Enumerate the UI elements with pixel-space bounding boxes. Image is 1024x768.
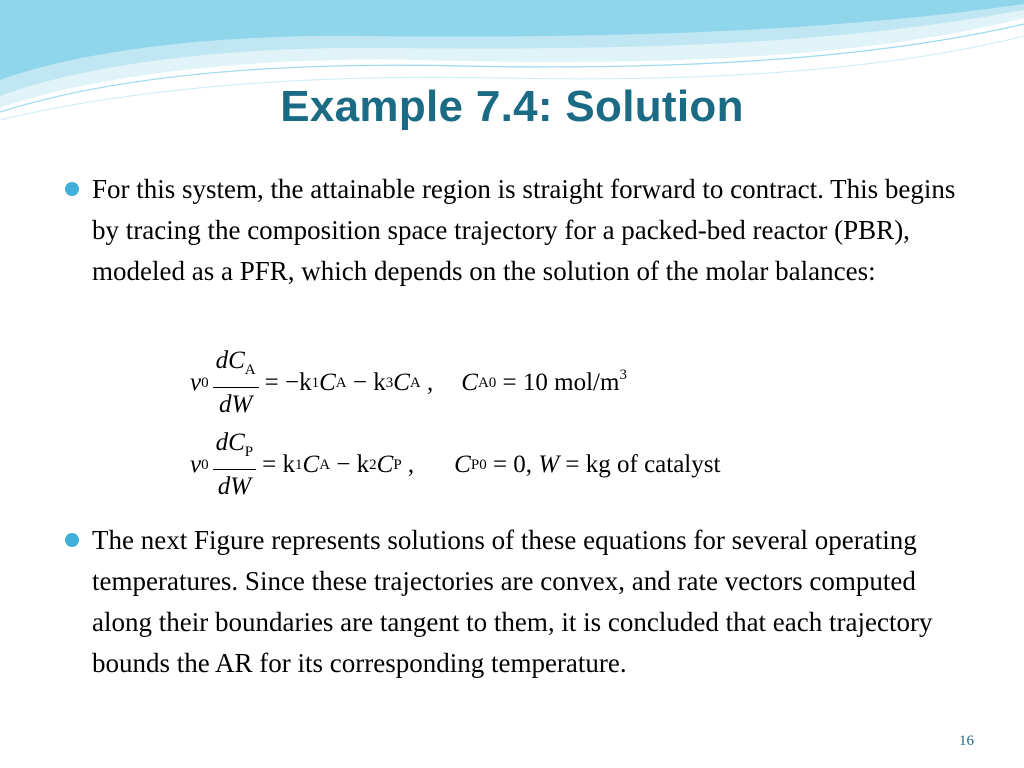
eq2-rhs-c: − k bbox=[330, 451, 370, 478]
paragraph-1-text: For this system, the attainable region is straight forward to contract. This begins by tracing the composition space trajectory for a packed-bed reactor (PBR), modeled as a PFR, which depends on the solution of the molar balances: bbox=[92, 174, 956, 286]
page-number: 16 bbox=[959, 733, 974, 749]
eq1-denominator: dW bbox=[218, 391, 253, 418]
eq2-cond-tail: = kg of catalyst bbox=[559, 451, 721, 478]
eq2-rhs-d: C bbox=[376, 451, 394, 478]
eq2-num-sub: P bbox=[244, 444, 254, 460]
molar-balance-equation-b bbox=[190, 428, 720, 502]
eq1-rhs-c: − k bbox=[346, 369, 386, 396]
eq1-coef-sub: 0 bbox=[201, 374, 209, 391]
eq2-cond-var: C bbox=[454, 451, 471, 478]
bullet-paragraph-2 bbox=[92, 520, 972, 684]
eq2-rhs-c-sub: 2 bbox=[369, 456, 377, 473]
eq2-rhs-d-sub: P bbox=[393, 456, 402, 473]
eq2-cond-value: = 0, bbox=[486, 451, 539, 478]
eq2-rhs-b-sub: A bbox=[319, 456, 331, 473]
eq2-rhs-b: C bbox=[302, 451, 320, 478]
eq1-cond-sub: A0 bbox=[477, 374, 497, 391]
eq2-separator: , bbox=[401, 451, 415, 478]
eq1-rhs-b: C bbox=[319, 369, 336, 396]
bullet-icon bbox=[65, 533, 79, 547]
eq1-separator: , bbox=[420, 369, 434, 396]
eq2-cond-w: W bbox=[538, 451, 560, 478]
eq2-numerator bbox=[213, 428, 257, 470]
eq2-denominator: dW bbox=[217, 473, 252, 500]
eq2-coef: v bbox=[190, 451, 202, 478]
eq1-numerator bbox=[213, 346, 259, 388]
eq2-rhs-a: = k bbox=[262, 451, 295, 478]
eq1-cond-sup: 3 bbox=[619, 366, 627, 383]
eq2-num-text: dC bbox=[215, 429, 245, 456]
eq1-cond-value: = 10 mol/m bbox=[496, 369, 620, 396]
eq1-rhs-c-sub: 3 bbox=[385, 374, 394, 391]
eq1-rhs-a: = −k bbox=[264, 369, 312, 396]
eq2-rhs-a-sub: 1 bbox=[295, 456, 303, 473]
bullet-paragraph-1 bbox=[92, 169, 972, 292]
eq1-fraction bbox=[213, 346, 259, 420]
slide-title: Example 7.4: Solution bbox=[280, 82, 744, 131]
eq2-cond-sub: P0 bbox=[470, 456, 487, 473]
eq1-rhs-b-sub: A bbox=[335, 374, 347, 391]
paragraph-2-text: The next Figure represents solutions of these equations for several operating temperatures. Since these trajectories are convex, and rate vectors computed along their boundaries are tangent to them, it is concluded that each trajectory bounds the AR for its corresponding temperature. bbox=[92, 525, 933, 678]
bullet-icon bbox=[65, 182, 79, 196]
eq1-cond-var: C bbox=[461, 369, 478, 396]
eq1-rhs-d: C bbox=[393, 369, 410, 396]
eq2-fraction bbox=[213, 428, 257, 502]
eq1-num-sub: A bbox=[244, 362, 256, 378]
eq2-coef-sub: 0 bbox=[201, 456, 209, 473]
eq1-coef: v bbox=[190, 369, 202, 396]
molar-balance-equation-a bbox=[190, 346, 627, 420]
eq1-num-text: dC bbox=[215, 347, 245, 374]
eq1-rhs-a-sub: 1 bbox=[311, 374, 320, 391]
eq1-rhs-d-sub: A bbox=[409, 374, 421, 391]
